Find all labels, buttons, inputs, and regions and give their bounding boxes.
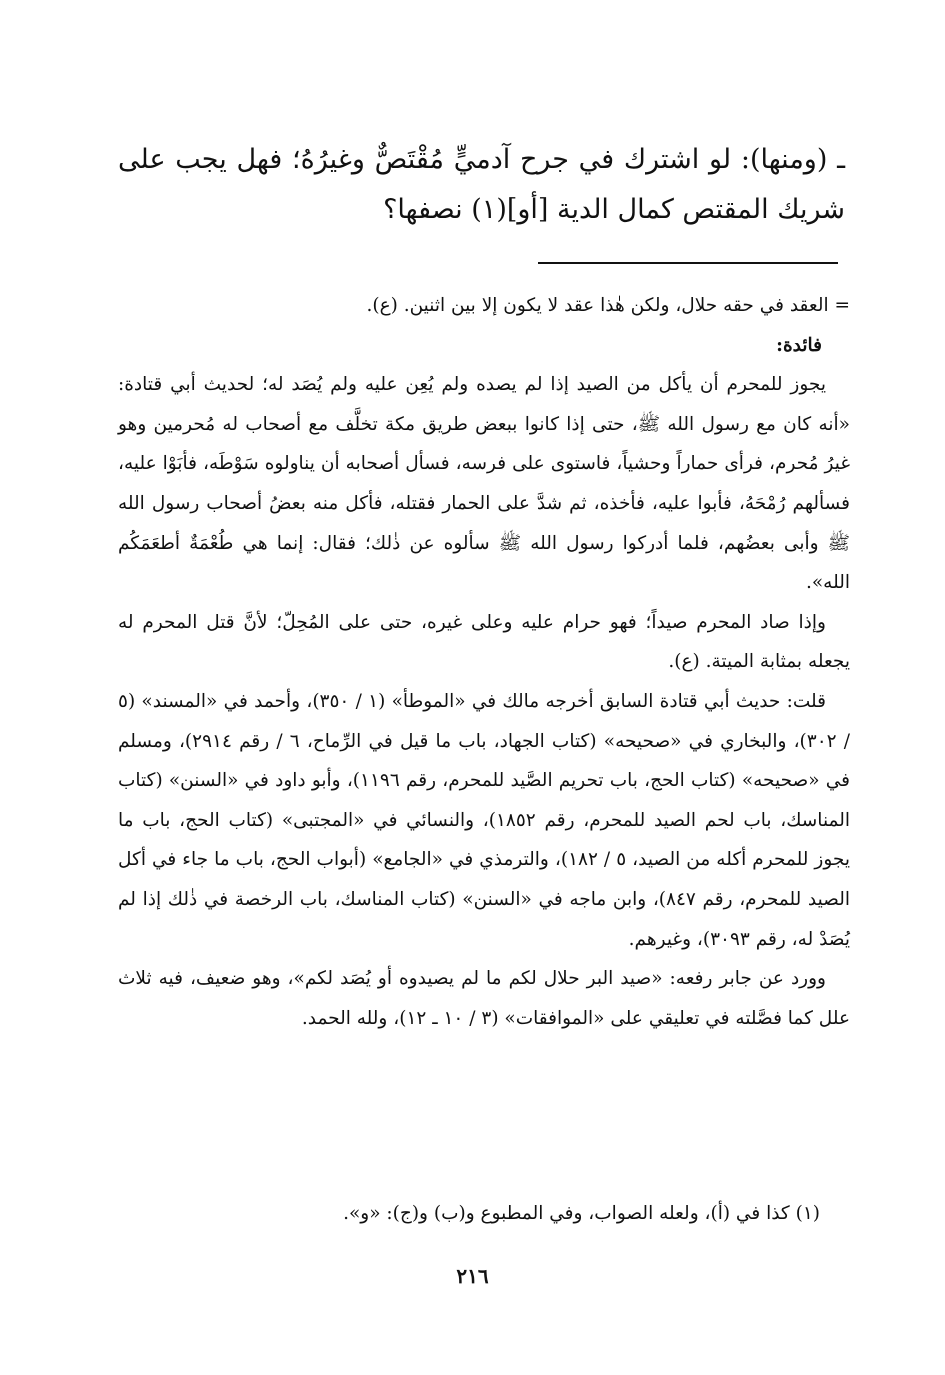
footnote-paragraph: وورد عن جابر رفعه: «صيد البر حلال لكم ما لم يصيدوه أو يُصَد لكم»، وهو ضعيف، فيه ثلاث علل كما فصَّلته في تعليقي على «الموافقات» (٣ / ١٠ ـ ١٢)، ولله الحمد. xyxy=(118,968,850,1029)
main-text: ـ (ومنها): لو اشترك في جرح آدميٍّ مُقْتَصٌّ وغيرُهُ؛ فهل يجب على شريك المقتص كمال الدية [أو](١) نصفها؟ xyxy=(118,144,845,225)
footnote-separator xyxy=(538,262,838,264)
footnote-paragraph: قلت: حديث أبي قتادة السابق أخرجه مالك في «الموطأ» (١ / ٣٥٠)، وأحمد في «المسند» (٥ / ٣٠٢)، والبخاري في «صحيحه» (كتاب الجهاد، باب ما قيل في الرِّماح، ٦ / رقم ٢٩١٤)، ومسلم في «صحيحه» (كتاب الحج، باب تحريم الصَّيد للمحرم، رقم ١١٩٦)، وأبو داود في «السنن» (كتاب المناسك، باب لحم الصيد للمحرم، رقم ١٨٥٢)، والنسائي في «المجتبى» (كتاب الحج، باب ما يجوز للمحرم أكله من الصيد، ٥ / ١٨٢)، والترمذي في «الجامع» (أبواب الحج، باب ما جاء في أكل الصيد للمحرم، رقم ٨٤٧)، وابن ماجه في «السنن» (كتاب المناسك، باب الرخصة في ذٰلك إذا لم يُصَدْ له، رقم ٣٠٩٣)، وغيرهم. xyxy=(118,690,851,950)
footnote-1 xyxy=(118,1194,820,1234)
footnote-1-text: (١) كذا في (أ)، ولعله الصواب، وفي المطبوع و(ب) و(ج): «و». xyxy=(343,1203,820,1224)
footnote-continuation: = العقد في حقه حلال، ولكن هٰذا عقد لا يكون إلا بين اثنين. (ع). xyxy=(366,295,850,316)
footnotes-block xyxy=(118,286,850,1038)
page-number: ٢١٦ xyxy=(456,1264,489,1288)
footnote-paragraph: وإذا صاد المحرم صيداً؛ فهو حرام عليه وعلى غيره، حتى على المُحِلّ؛ لأنَّ قتل المحرم له يجعله بمثابة الميتة. (ع). xyxy=(118,611,850,673)
footnote-paragraph: يجوز للمحرم أن يأكل من الصيد إذا لم يصده ولم يُعِن عليه ولم يُصَد له؛ لحديث أبي قتادة: «أنه كان مع رسول الله ﷺ، حتى إذا كانوا ببعض طريق مكة تخلَّف مع أصحاب له مُحرمين وهو غيرُ مُحرم، فرأى حماراً وحشياً، فاستوى على فرسه، فسأل أصحابه أن يناولوه سَوْطَه، فأبَوْا عليه، فسألهم رُمْحَهُ، فأبوا عليه، فأخذه، ثم شدَّ على الحمار فقتله، فأكل منه بعضُ أصحاب رسول الله ﷺ وأبى بعضُهم، فلما أدركوا رسول الله ﷺ سألوه عن ذٰلك؛ فقال: إنما هي طُعْمَةٌ أطعَمَكُم الله». xyxy=(118,374,850,594)
footnote-heading: فائدة: xyxy=(776,334,822,356)
